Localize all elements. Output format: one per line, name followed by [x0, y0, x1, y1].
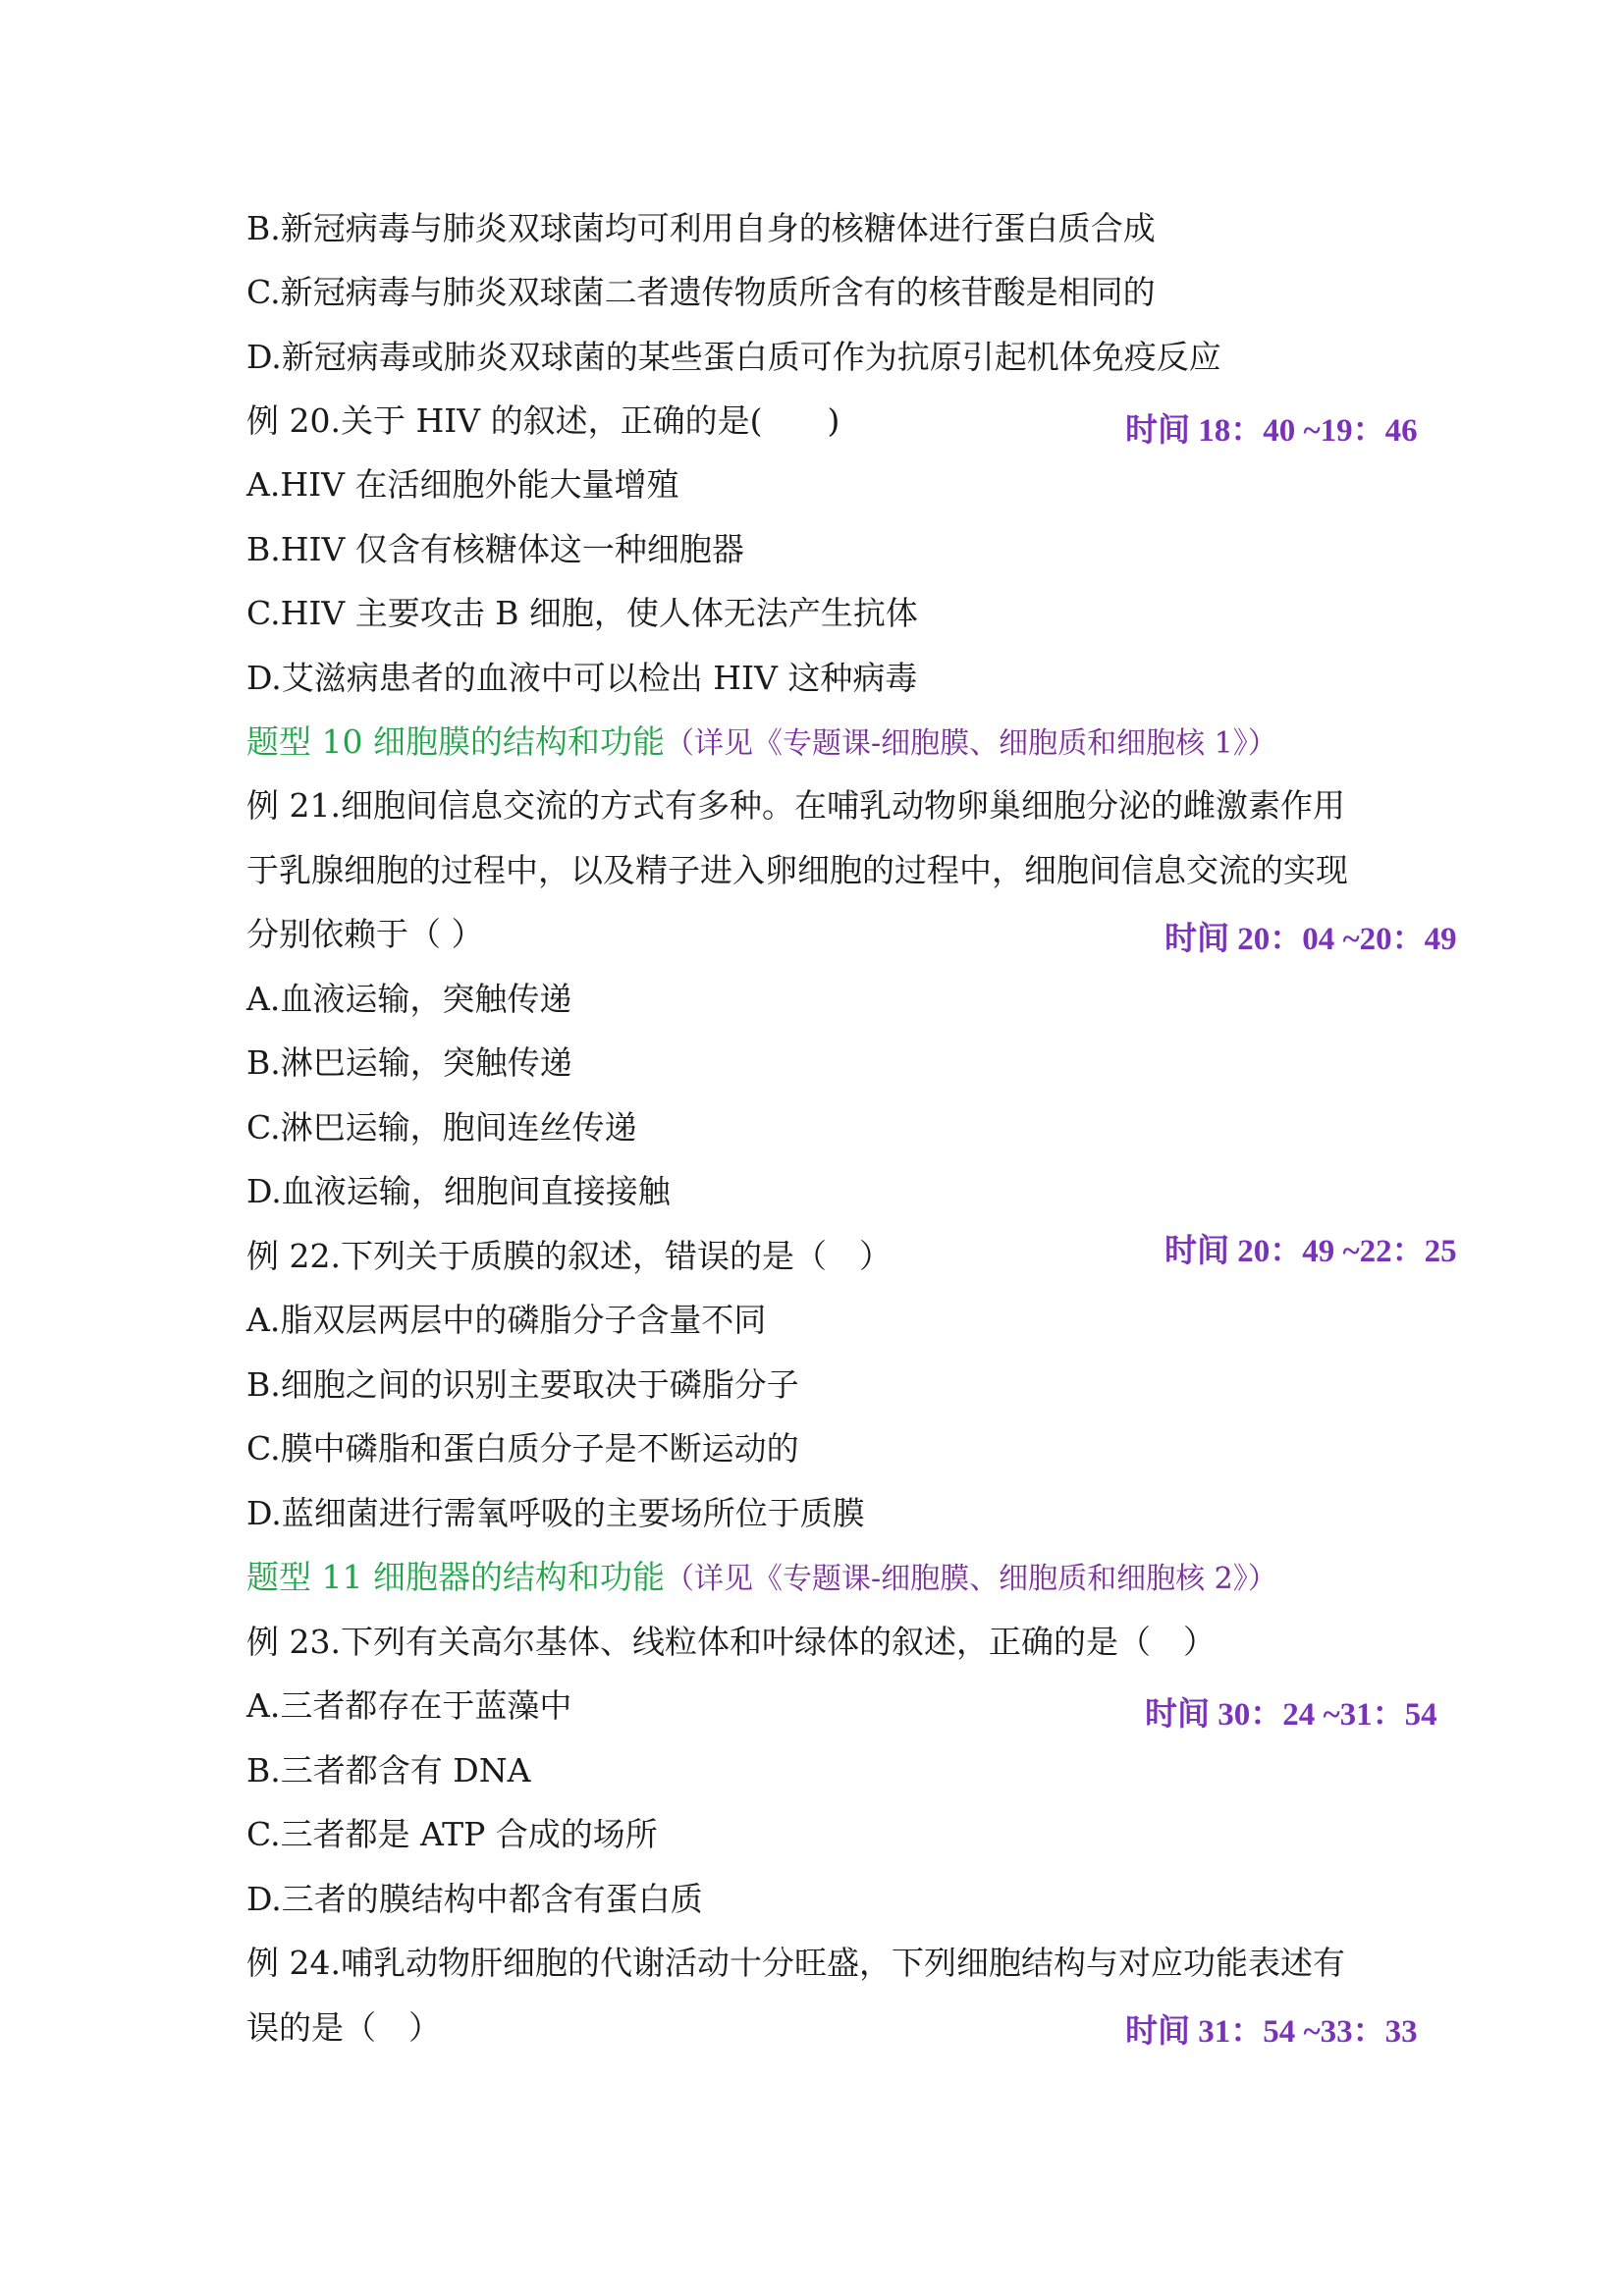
- q19-option-d: D.新冠病毒或肺炎双球菌的某些蛋白质可作为抗原引起机体免疫反应: [246, 338, 1221, 376]
- section-reference-11: （详见《专题课-细胞膜、细胞质和细胞核 2》）: [664, 1562, 1277, 1596]
- q22-option-c: C.膜中磷脂和蛋白质分子是不断运动的: [246, 1429, 799, 1468]
- q24-time-label: 时间 31：54 ~33：33: [1125, 2014, 1418, 2050]
- q23-option-c: C.三者都是 ATP 合成的场所: [246, 1815, 658, 1853]
- q22-time-label: 时间 20：49 ~22：25: [1164, 1234, 1457, 1269]
- q20-option-d: D.艾滋病患者的血液中可以检出 HIV 这种病毒: [246, 659, 918, 697]
- q22-stem: 例 22.下列关于质膜的叙述，错误的是（ ）: [246, 1237, 892, 1275]
- q21-option-a: A.血液运输，突触传递: [246, 980, 572, 1018]
- section-title-11: 题型 11 细胞器的结构和功能: [246, 1558, 665, 1596]
- q23-option-a: A.三者都存在于蓝藻中: [246, 1686, 572, 1725]
- q24-stem-line-2: 误的是（ ）: [246, 2008, 441, 2047]
- q20-time-label: 时间 18：40 ~19：46: [1125, 413, 1418, 449]
- q23-option-b: B.三者都含有 DNA: [246, 1751, 531, 1789]
- q21-option-c: C.淋巴运输，胞间连丝传递: [246, 1108, 637, 1147]
- q24-stem-line-1: 例 24.哺乳动物肝细胞的代谢活动十分旺盛，下列细胞结构与对应功能表述有: [246, 1944, 1345, 1982]
- q21-stem-line-3: 分别依赖于（ ）: [246, 915, 484, 953]
- q23-option-d: D.三者的膜结构中都含有蛋白质: [246, 1880, 703, 1918]
- q23-time-label: 时间 30：24 ~31：54: [1145, 1697, 1437, 1733]
- section-title-10: 题型 10 细胞膜的结构和功能: [246, 722, 665, 761]
- q19-option-b: B.新冠病毒与肺炎双球菌均可利用自身的核糖体进行蛋白质合成: [246, 209, 1156, 247]
- q23-stem: 例 23.下列有关高尔基体、线粒体和叶绿体的叙述，正确的是（ ）: [246, 1623, 1216, 1661]
- q20-option-c: C.HIV 主要攻击 B 细胞，使人体无法产生抗体: [246, 594, 918, 632]
- q21-option-b: B.淋巴运输，突触传递: [246, 1043, 572, 1082]
- q22-option-b: B.细胞之间的识别主要取决于磷脂分子: [246, 1365, 799, 1404]
- section-heading-11: [246, 1558, 1277, 1599]
- q21-time-label: 时间 20：04 ~20：49: [1164, 922, 1457, 957]
- q20-stem: 例 20.关于 HIV 的叙述，正确的是( ): [246, 401, 840, 440]
- q20-option-b: B.HIV 仅含有核糖体这一种细胞器: [246, 530, 744, 568]
- q21-option-d: D.血液运输，细胞间直接接触: [246, 1172, 671, 1210]
- q22-option-a: A.脂双层两层中的磷脂分子含量不同: [246, 1301, 767, 1339]
- q20-option-a: A.HIV 在活细胞外能大量增殖: [246, 465, 679, 504]
- section-reference-10: （详见《专题课-细胞膜、细胞质和细胞核 1》）: [664, 726, 1277, 761]
- q22-option-d: D.蓝细菌进行需氧呼吸的主要场所位于质膜: [246, 1494, 865, 1532]
- q21-stem-line-2: 于乳腺细胞的过程中，以及精子进入卵细胞的过程中，细胞间信息交流的实现: [246, 851, 1348, 889]
- section-heading-10: [246, 722, 1277, 764]
- q19-option-c: C.新冠病毒与肺炎双球菌二者遗传物质所含有的核苷酸是相同的: [246, 273, 1156, 311]
- q21-stem-line-1: 例 21.细胞间信息交流的方式有多种。在哺乳动物卵巢细胞分泌的雌激素作用: [246, 786, 1345, 825]
